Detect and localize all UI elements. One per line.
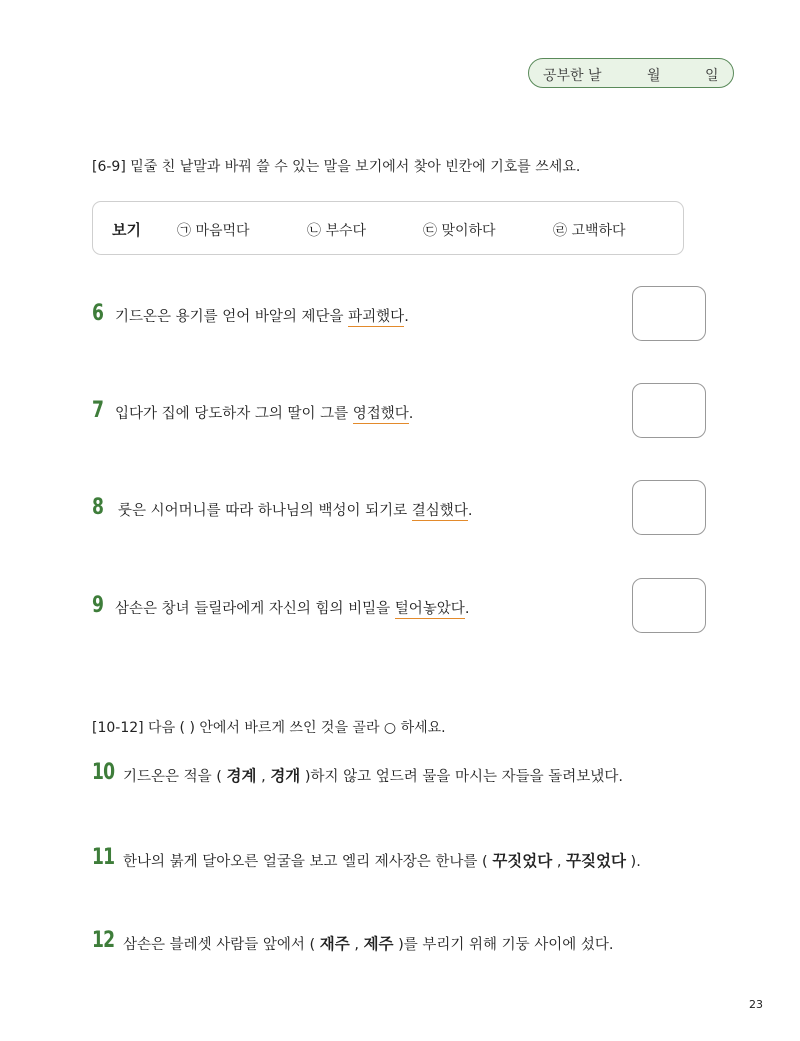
question-text: 기드온은 용기를 얻어 바알의 제단을 파괴했다. — [115, 309, 409, 325]
choice-option[interactable]: 경계 — [226, 767, 257, 785]
study-date-label: 공부한 날 — [543, 68, 602, 84]
question-number: 8 — [92, 495, 104, 520]
option-text: 고백하다 — [571, 223, 626, 239]
bogi-box — [92, 201, 684, 255]
option-mark: ㉢ — [423, 223, 437, 239]
underlined-word: 파괴했다 — [348, 309, 405, 325]
underlined-word: 결심했다 — [411, 503, 468, 519]
answer-box[interactable] — [632, 286, 706, 341]
underlined-word: 영접했다 — [352, 406, 409, 422]
option-mark: ㉣ — [553, 223, 567, 239]
option-mark: ㉡ — [307, 223, 321, 239]
bogi-option — [307, 220, 366, 240]
question-number: 6 — [92, 301, 104, 326]
question-text: 한나의 붉게 달아오른 얼굴을 보고 엘리 제사장은 한나를 ( 꾸짓었다 , 꾸짖었다 ). — [123, 852, 641, 870]
choice-option[interactable]: 제주 — [363, 935, 394, 953]
question-number: 10 — [92, 760, 115, 785]
option-text: 맞이하다 — [441, 223, 496, 239]
choice-option[interactable]: 꾸짓었다 — [492, 852, 553, 870]
choice-option[interactable]: 재주 — [319, 935, 350, 953]
answer-box[interactable] — [632, 578, 706, 633]
question-number: 9 — [92, 593, 104, 618]
question-number: 12 — [92, 928, 115, 953]
bogi-option — [423, 220, 496, 240]
bogi-option — [553, 220, 626, 240]
option-text: 마음먹다 — [195, 223, 250, 239]
bogi-option — [177, 220, 250, 240]
question-text: 삼손은 블레셋 사람들 앞에서 ( 재주 , 제주 )를 부리기 위해 기둥 사이에 섰다. — [123, 935, 614, 953]
choice-option[interactable]: 꾸짖었다 — [566, 852, 626, 870]
question-number: 11 — [92, 845, 115, 870]
section1-instruction: [6-9] 밑줄 친 낱말과 바꿔 쓸 수 있는 말을 보기에서 찾아 빈칸에 기호를 쓰세요. — [92, 159, 581, 175]
question-text: 기드온은 적을 ( 경계 , 경개 )하지 않고 엎드려 물을 마시는 자들을 돌려보냈다. — [123, 767, 623, 785]
question-text: 룻은 시어머니를 따라 하나님의 백성이 되기로 결심했다. — [118, 503, 473, 519]
choice-option[interactable]: 경개 — [270, 767, 301, 785]
study-date-field — [528, 58, 734, 88]
bogi-title: 보기 — [112, 221, 141, 239]
month-label: 월 — [647, 68, 661, 84]
question-text: 삼손은 창녀 들릴라에게 자신의 힘의 비밀을 털어놓았다. — [115, 601, 470, 617]
question-text: 입다가 집에 당도하자 그의 딸이 그를 영접했다. — [115, 406, 414, 422]
page-number: 23 — [749, 998, 763, 1011]
answer-box[interactable] — [632, 480, 706, 535]
question-number: 7 — [92, 398, 104, 423]
option-mark: ㉠ — [177, 223, 191, 239]
day-label: 일 — [705, 68, 719, 84]
answer-box[interactable] — [632, 383, 706, 438]
option-text: 부수다 — [325, 223, 367, 239]
underlined-word: 털어놓았다 — [394, 601, 465, 617]
section2-instruction: [10-12] 다음 ( ) 안에서 바르게 쓰인 것을 골라 ○ 하세요. — [92, 720, 446, 736]
